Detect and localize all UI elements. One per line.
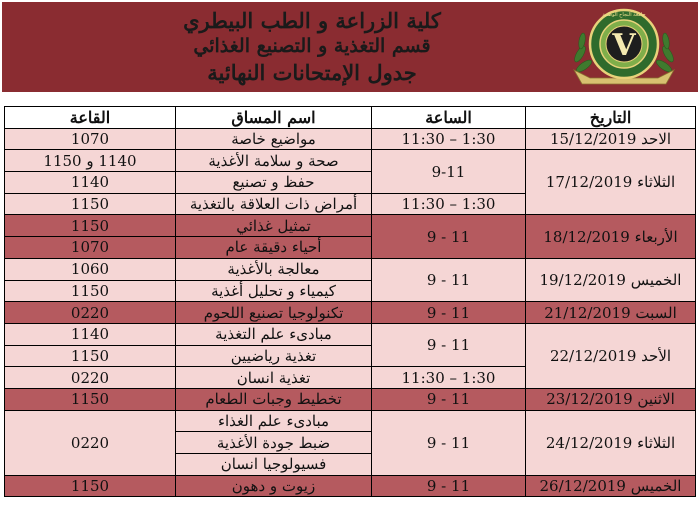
course-name-cell: كيمياء و تحليل أغذية xyxy=(176,280,372,302)
room-cell: 1150 xyxy=(5,193,176,215)
column-header-time: الساعة xyxy=(372,107,526,129)
exam-time-cell: 9 - 11 xyxy=(372,388,526,410)
svg-text:V: V xyxy=(612,28,636,63)
course-name-cell: تمثيل غذائي xyxy=(176,215,372,237)
course-name-cell: معالجة بالأغذية xyxy=(176,258,372,280)
course-name-cell: تخطيط وجبات الطعام xyxy=(176,388,372,410)
course-name-cell: تكنولوجيا تصنيع اللحوم xyxy=(176,302,372,324)
exam-time-cell: 9 - 11 xyxy=(372,475,526,497)
column-header-course: اسم المساق xyxy=(176,107,372,129)
room-cell: 1070 xyxy=(5,237,176,259)
room-cell: 1140 و 1150 xyxy=(5,150,176,172)
exam-date-cell: الخميس 26/12/2019 xyxy=(526,475,696,497)
course-name-cell: زيوت و دهون xyxy=(176,475,372,497)
course-name-cell: أحياء دقيقة عام xyxy=(176,237,372,259)
room-cell: 1150 xyxy=(5,475,176,497)
course-name-cell: فسيولوجيا انسان xyxy=(176,454,372,476)
column-header-date: التاريخ xyxy=(526,107,696,129)
table-row xyxy=(5,323,696,345)
column-header-room: القاعة xyxy=(5,107,176,129)
room-cell: 1150 xyxy=(5,345,176,367)
course-name-cell: تغذية انسان xyxy=(176,367,372,389)
course-name-cell: ضبط جودة الأغذية xyxy=(176,432,372,454)
course-name-cell: تغذية رياضيين xyxy=(176,345,372,367)
schedule-title: جدول الإمتحانات النهائية xyxy=(207,60,417,85)
exam-date-cell: الثلاثاء 17/12/2019 xyxy=(526,150,696,215)
exam-date-cell: الأحد 22/12/2019 xyxy=(526,323,696,388)
exam-time-cell: 11:30 – 1:30 xyxy=(372,367,526,389)
exam-time-cell: 9-11 xyxy=(372,150,526,193)
room-cell: 1150 xyxy=(5,388,176,410)
header-titles xyxy=(62,4,562,90)
table-row xyxy=(5,215,696,237)
table-row xyxy=(5,128,696,150)
course-name-cell: مواضيع خاصة xyxy=(176,128,372,150)
table-row xyxy=(5,388,696,410)
course-name-cell: حفظ و تصنيع xyxy=(176,172,372,194)
table-row xyxy=(5,302,696,324)
course-name-cell: صحة و سلامة الأغذية xyxy=(176,150,372,172)
room-cell: 0220 xyxy=(5,367,176,389)
department-name: قسم التغذية و التصنيع الغذائي xyxy=(193,35,431,57)
svg-text:جامعة النجاح الوطنية: جامعة النجاح الوطنية xyxy=(602,12,646,18)
exam-time-cell: 9 - 11 xyxy=(372,302,526,324)
table-row xyxy=(5,410,696,432)
exam-date-cell: الاحد 15/12/2019 xyxy=(526,128,696,150)
exam-date-cell: السبت 21/12/2019 xyxy=(526,302,696,324)
table-row xyxy=(5,258,696,280)
room-cell: 1150 xyxy=(5,215,176,237)
exam-date-cell: الاثنين 23/12/2019 xyxy=(526,388,696,410)
room-cell: 1150 xyxy=(5,280,176,302)
exam-time-cell: 11:30 – 1:30 xyxy=(372,128,526,150)
exam-date-cell: الخميس 19/12/2019 xyxy=(526,258,696,301)
course-name-cell: مبادىء علم التغذية xyxy=(176,323,372,345)
exam-time-cell: 9 - 11 xyxy=(372,323,526,366)
table-header-row xyxy=(5,107,696,129)
exam-date-cell: الثلاثاء 24/12/2019 xyxy=(526,410,696,475)
room-cell: 1140 xyxy=(5,172,176,194)
course-name-cell: مبادىء علم الغذاء xyxy=(176,410,372,432)
exam-time-cell: 9 - 11 xyxy=(372,215,526,258)
room-cell: 0220 xyxy=(5,410,176,475)
room-cell: 1140 xyxy=(5,323,176,345)
exam-schedule-table xyxy=(4,106,696,497)
room-cell: 1070 xyxy=(5,128,176,150)
exam-time-cell: 11:30 – 1:30 xyxy=(372,193,526,215)
table-row xyxy=(5,475,696,497)
course-name-cell: أمراض ذات العلاقة بالتغذية xyxy=(176,193,372,215)
room-cell: 1060 xyxy=(5,258,176,280)
college-name: كلية الزراعة و الطب البيطري xyxy=(183,8,441,33)
exam-time-cell: 9 - 11 xyxy=(372,258,526,301)
room-cell: 0220 xyxy=(5,302,176,324)
table-row xyxy=(5,150,696,172)
exam-time-cell: 9 - 11 xyxy=(372,410,526,475)
header-banner xyxy=(2,2,698,92)
university-logo-icon xyxy=(570,4,678,88)
exam-date-cell: الأربعاء 18/12/2019 xyxy=(526,215,696,258)
